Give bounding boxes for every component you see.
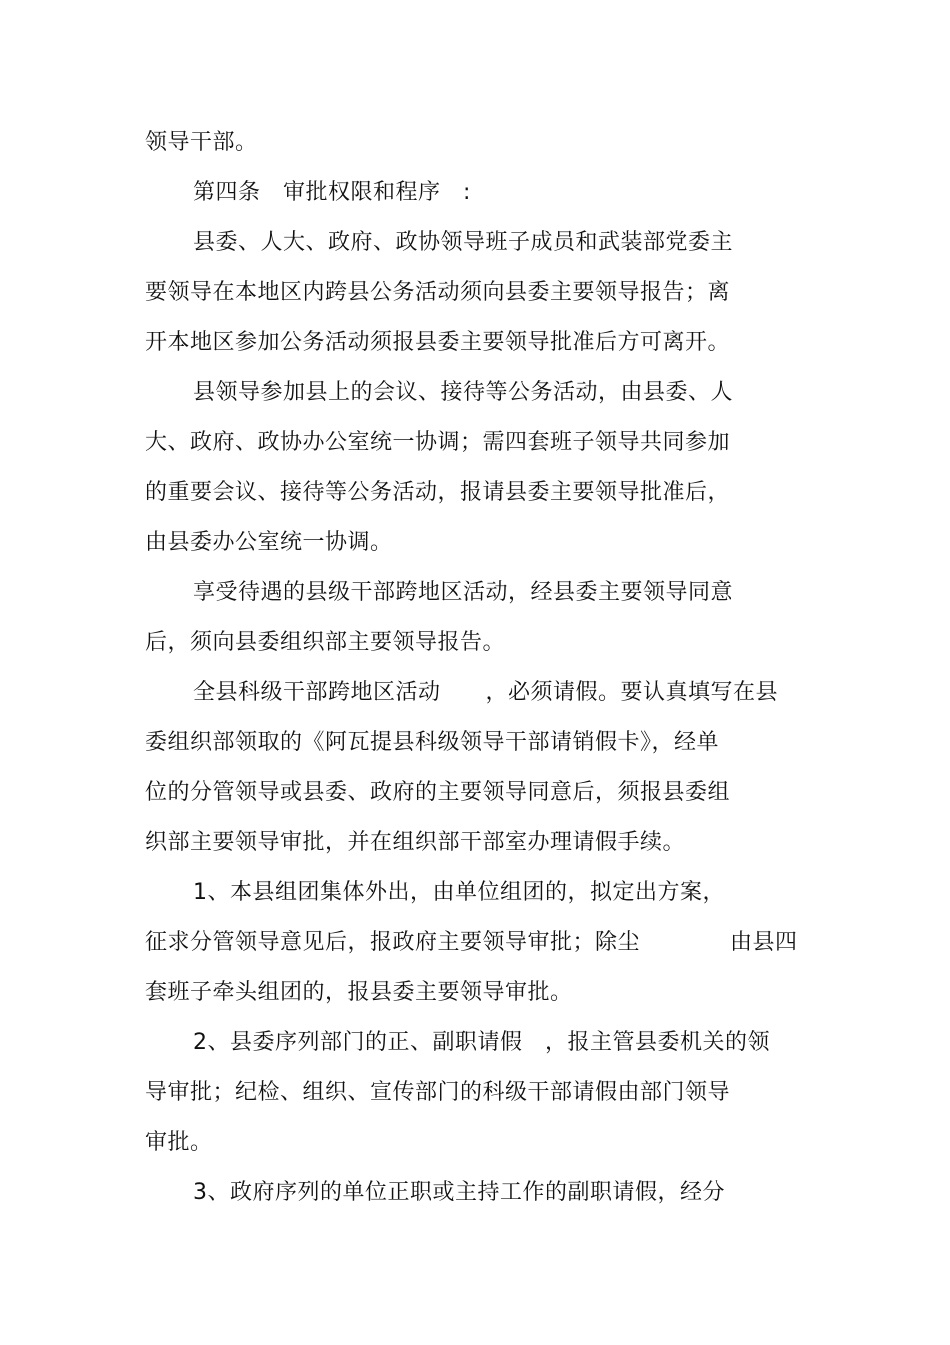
text-line: 县领导参加县上的会议、接待等公务活动，由县委、人 bbox=[193, 380, 734, 405]
text-line: 享受待遇的县级干部跨地区活动，经县委主要领导同意 bbox=[193, 580, 734, 605]
text-line: 领导干部。 bbox=[145, 130, 258, 155]
text-line: 位的分管领导或县委、政府的主要领导同意后，须报县委组 bbox=[145, 780, 731, 805]
text-line: 全县科级干部跨地区活动 ，必须请假。要认真填写在县 bbox=[193, 680, 779, 705]
text-line: 后，须向县委组织部主要领导报告。 bbox=[145, 630, 506, 655]
text-line: 征求分管领导意见后，报政府主要领导审批；除尘 由县四 bbox=[145, 930, 798, 955]
text-line: 县委、人大、政府、政协领导班子成员和武装部党委主 bbox=[193, 230, 734, 255]
text-line: 开本地区参加公务活动须报县委主要领导批准后方可离开。 bbox=[145, 330, 731, 355]
text-line: 套班子牵头组团的，报县委主要领导审批。 bbox=[145, 980, 573, 1005]
text-line: 1、本县组团集体外出，由单位组团的，拟定出方案， bbox=[193, 880, 725, 905]
text-line: 审批。 bbox=[145, 1130, 213, 1155]
text-line: 要领导在本地区内跨县公务活动须向县委主要领导报告；离 bbox=[145, 280, 731, 305]
text-line: 导审批；纪检、组织、宣传部门的科级干部请假由部门领导 bbox=[145, 1080, 731, 1105]
text-line: 大、政府、政协办公室统一协调；需四套班子领导共同参加 bbox=[145, 430, 731, 455]
text-line: 织部主要领导审批，并在组织部干部室办理请假手续。 bbox=[145, 830, 686, 855]
text-line: 委组织部领取的《阿瓦提县科级领导干部请销假卡》，经单 bbox=[145, 730, 720, 755]
article-heading: 第四条 审批权限和程序 : bbox=[193, 180, 471, 205]
text-line: 3、政府序列的单位正职或主持工作的副职请假，经分 bbox=[193, 1180, 725, 1205]
text-line: 由县委办公室统一协调。 bbox=[145, 530, 393, 555]
text-line: 2、县委序列部门的正、副职请假 ，报主管县委机关的领 bbox=[193, 1030, 770, 1055]
text-line: 的重要会议、接待等公务活动，报请县委主要领导批准后， bbox=[145, 480, 731, 505]
